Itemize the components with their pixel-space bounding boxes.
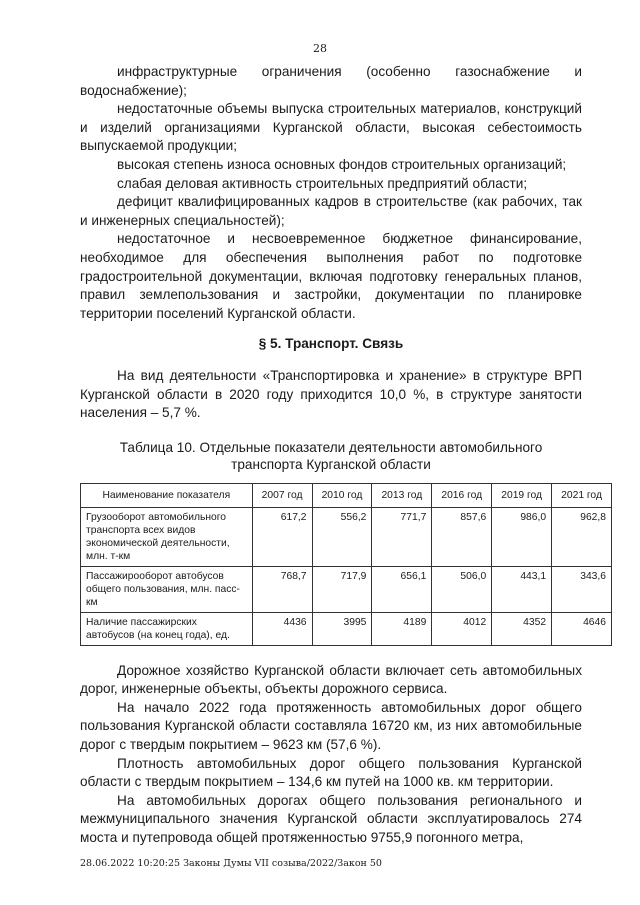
section-heading: § 5. Транспорт. Связь bbox=[258, 336, 404, 352]
column-header: Наименование показателя bbox=[81, 483, 253, 507]
value-cell: 4012 bbox=[432, 612, 492, 645]
value-cell: 4646 bbox=[552, 612, 612, 645]
document-body bbox=[80, 63, 606, 848]
paragraph: инфраструктурные ограничения (особенно газоснабжение и водоснабжение); bbox=[80, 64, 582, 98]
table-row bbox=[81, 566, 612, 612]
column-header: 2019 год bbox=[492, 483, 552, 507]
intro-paragraph: На вид деятельности «Транспортировка и хранение» в структуре ВРП Курганской области в 2020 году приходится 10,0 %, в структуре занятости населения – 5,7 %. bbox=[80, 367, 582, 421]
paragraph: слабая деловая активность строительных предприятий области; bbox=[117, 175, 528, 191]
value-cell: 4352 bbox=[492, 612, 552, 645]
value-cell: 617,2 bbox=[252, 507, 312, 566]
value-cell: 506,0 bbox=[432, 566, 492, 612]
value-cell: 343,6 bbox=[552, 566, 612, 612]
table-caption bbox=[80, 439, 582, 473]
value-cell: 4189 bbox=[372, 612, 432, 645]
paragraph: Плотность автомобильных дорог общего пользования Курганской области с твердым покрытием – 134,6 км путей на 1000 кв. км территории. bbox=[80, 755, 582, 790]
value-cell: 443,1 bbox=[492, 566, 552, 612]
value-cell: 962,8 bbox=[552, 507, 612, 566]
value-cell: 986,0 bbox=[492, 507, 552, 566]
paragraph: недостаточные объемы выпуска строительных материалов, конструкций и изделий организациями Курганской области, высокая себестоимость выпускаемой продукции; bbox=[80, 101, 582, 154]
column-header: 2016 год bbox=[432, 483, 492, 507]
paragraph: дефицит квалифицированных кадров в строительстве (как рабочих, так и инженерных специальностей); bbox=[80, 194, 582, 228]
value-cell: 3995 bbox=[312, 612, 372, 645]
column-header: 2021 год bbox=[552, 483, 612, 507]
value-cell: 857,6 bbox=[432, 507, 492, 566]
column-header: 2010 год bbox=[312, 483, 372, 507]
paragraph: На автомобильных дорогах общего пользования регионального и межмуниципального значения Курганской области эксплуатировалось 274 моста и путепровода общей протяженностью 9755,9 погонного метра, bbox=[80, 792, 582, 846]
transport-indicators-table bbox=[80, 483, 612, 646]
value-cell: 717,9 bbox=[312, 566, 372, 612]
value-cell: 656,1 bbox=[372, 566, 432, 612]
value-cell: 556,2 bbox=[312, 507, 372, 566]
table-caption-line: транспорта Курганской области bbox=[231, 456, 431, 472]
page-number: 28 bbox=[313, 42, 327, 55]
paragraph: Дорожное хозяйство Курганской области включает сеть автомобильных дорог, инженерные объекты, объекты дорожного сервиса. bbox=[80, 662, 582, 697]
table-caption-line: Таблица 10. Отдельные показатели деятельности автомобильного bbox=[119, 439, 543, 455]
document-footer: 28.06.2022 10:20:25 Законы Думы VII созыва/2022/Закон 50 bbox=[80, 858, 382, 869]
column-header: 2013 год bbox=[372, 483, 432, 507]
indicator-name-cell: Грузооборот автомобильного транспорта всех видов экономической деятельности, млн. т-км bbox=[81, 507, 253, 566]
table-row bbox=[81, 507, 612, 566]
table-header-row bbox=[81, 483, 612, 507]
column-header: 2007 год bbox=[252, 483, 312, 507]
paragraph: На начало 2022 года протяженность автомобильных дорог общего пользования Курганской области составляла 16720 км, из них автомобильные дорог с твердым покрытием – 9623 км (57,6 %). bbox=[80, 699, 582, 753]
paragraph: недостаточное и несвоевременное бюджетное финансирование, необходимое для обеспечения выполнения работ по подготовке градостроительной документации, включая подготовку генеральных планов, правил землепользования и застройки, документации по планировке территории поселений Курганской области. bbox=[80, 231, 582, 321]
value-cell: 771,7 bbox=[372, 507, 432, 566]
value-cell: 4436 bbox=[252, 612, 312, 645]
table-row bbox=[81, 612, 612, 645]
indicator-name-cell: Наличие пассажирских автобусов (на конец года), ед. bbox=[81, 612, 253, 645]
paragraph: высокая степень износа основных фондов строительных организаций; bbox=[117, 156, 567, 172]
value-cell: 768,7 bbox=[252, 566, 312, 612]
indicator-name-cell: Пассажирооборот автобусов общего пользования, млн. пасс-км bbox=[81, 566, 253, 612]
